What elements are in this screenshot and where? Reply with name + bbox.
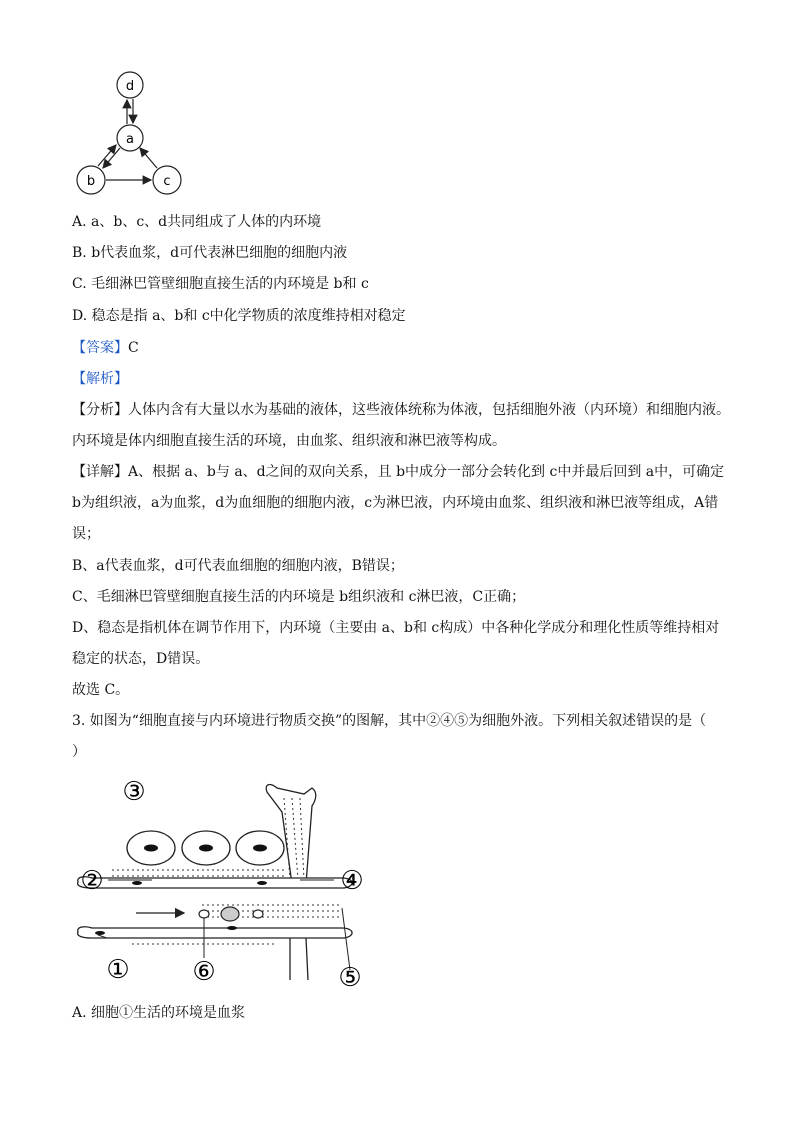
explanation-c: C、毛细淋巴管壁细胞直接生活的内环境是 b组织液和 c淋巴液，C正确； — [72, 589, 526, 605]
xiangjie-line-2: b为组织液，a为血浆，d为血细胞的细胞内液，c为淋巴液，内环境由血浆、组织液和淋巴液等组成，A错 — [72, 495, 719, 511]
q3-option-a: A. 细胞①生活的环境是血浆 — [72, 1005, 246, 1021]
node-d-label: d — [125, 79, 135, 94]
explanation-b: B、a代表血浆，d可代表血细胞的细胞内液，B错误； — [72, 558, 404, 574]
label-fluid-5: ⑤ — [338, 963, 362, 993]
explanation-d-1: D、稳态是指机体在调节作用下，内环境（主要由 a、b和 c构成）中各种化学成分和理化性质等维持相对 — [72, 620, 720, 636]
q3-stem-1: 3. 如图为“细胞直接与内环境进行物质交换”的图解，其中②④⑤为细胞外液。下列相关叙述错误的是（ — [72, 713, 707, 729]
answer-tag: 【答案】 — [72, 340, 128, 356]
node-b-label: b — [86, 174, 96, 189]
q2-option-a: A. a、b、c、d共同组成了人体的内环境 — [72, 214, 322, 230]
q2-option-c: C. 毛细淋巴管壁细胞直接生活的内环境是 b和 c — [72, 276, 369, 292]
xiangjie-tag: 【详解】 — [72, 464, 128, 480]
node-c-label: c — [163, 174, 171, 189]
q2-option-d: D. 稳态是指 a、b和 c中化学物质的浓度维持相对稳定 — [72, 308, 406, 324]
fenxi-tag: 【分析】 — [72, 402, 128, 418]
fenxi-line-1 — [72, 400, 730, 420]
label-cell-1: ① — [106, 955, 130, 985]
xiangjie-text-1: A、根据 a、b与 a、d之间的双向关系，且 b中成分一部分会转化到 c中并最后回到 a中，可确定 — [128, 464, 725, 480]
answer-line — [72, 338, 139, 358]
fenxi-text-1: 人体内含有大量以水为基础的液体，这些液体统称为体液，包括细胞外液（内环境）和细胞内液。 — [128, 402, 730, 418]
node-a-label: a — [126, 132, 134, 147]
answer-value: C — [128, 340, 139, 356]
explanation-d-2: 稳定的状态，D错误。 — [72, 651, 210, 667]
xiangjie-line-1 — [72, 462, 724, 482]
label-fluid-4: ④ — [340, 866, 364, 896]
tissue-exchange-diagram — [72, 772, 372, 994]
label-cell-6: ⑥ — [192, 957, 216, 987]
conclusion: 故选 C。 — [72, 682, 130, 698]
fluid-relationship-diagram — [70, 68, 190, 198]
label-cell-3: ③ — [122, 777, 146, 807]
fenxi-line-2: 内环境是体内细胞直接生活的环境，由血浆、组织液和淋巴液等构成。 — [72, 433, 506, 449]
analysis-tag: 【解析】 — [72, 371, 128, 387]
label-fluid-2: ② — [80, 866, 104, 896]
q3-stem-2: ） — [72, 744, 86, 760]
xiangjie-line-3: 误； — [72, 526, 100, 542]
q2-option-b: B. b代表血浆，d可代表淋巴细胞的细胞内液 — [72, 245, 348, 261]
analysis-heading — [72, 369, 128, 389]
